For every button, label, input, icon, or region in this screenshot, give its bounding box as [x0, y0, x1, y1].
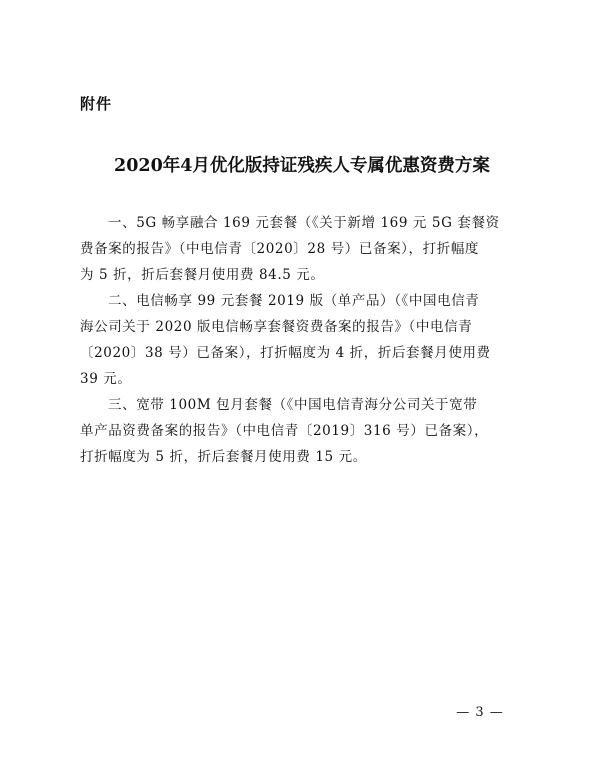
paragraph-line: 一、5G 畅享融合 169 元套餐（《关于新增 169 元 5G 套餐资 [108, 215, 500, 231]
page-number: — 3 — [456, 705, 504, 720]
document-title: 2020年4月优化版持证残疾人专属优惠资费方案 [114, 156, 490, 176]
paragraph-2 [80, 288, 528, 392]
attachment-label: 附件 [80, 95, 113, 113]
paragraph-line: 单产品资费备案的报告》（中电信青〔2019〕316 号）已备案）， [80, 423, 489, 439]
paragraph-line: 二、电信畅享 99 元套餐 2019 版（单产品）（《中国电信青 [108, 293, 480, 309]
paragraph-1 [80, 210, 528, 288]
paragraph-line: 39 元。 [80, 371, 132, 387]
paragraph-line: 三、宽带 100M 包月套餐（《中国电信青海分公司关于宽带 [108, 397, 478, 413]
document-body [80, 210, 528, 470]
paragraph-line: 〔2020〕38 号）已备案），打折幅度为 4 折，折后套餐月使用费 [80, 345, 491, 361]
paragraph-line: 打折幅度为 5 折，折后套餐月使用费 15 元。 [80, 449, 367, 465]
paragraph-line: 费备案的报告》（中电信青〔2020〕28 号）已备案），打折幅度 [80, 241, 480, 257]
paragraph-line: 海公司关于 2020 版电信畅享套餐资费备案的报告》（中电信青 [80, 319, 473, 335]
paragraph-line: 为 5 折，折后套餐月使用费 84.5 元。 [80, 267, 325, 283]
paragraph-3 [80, 392, 528, 470]
